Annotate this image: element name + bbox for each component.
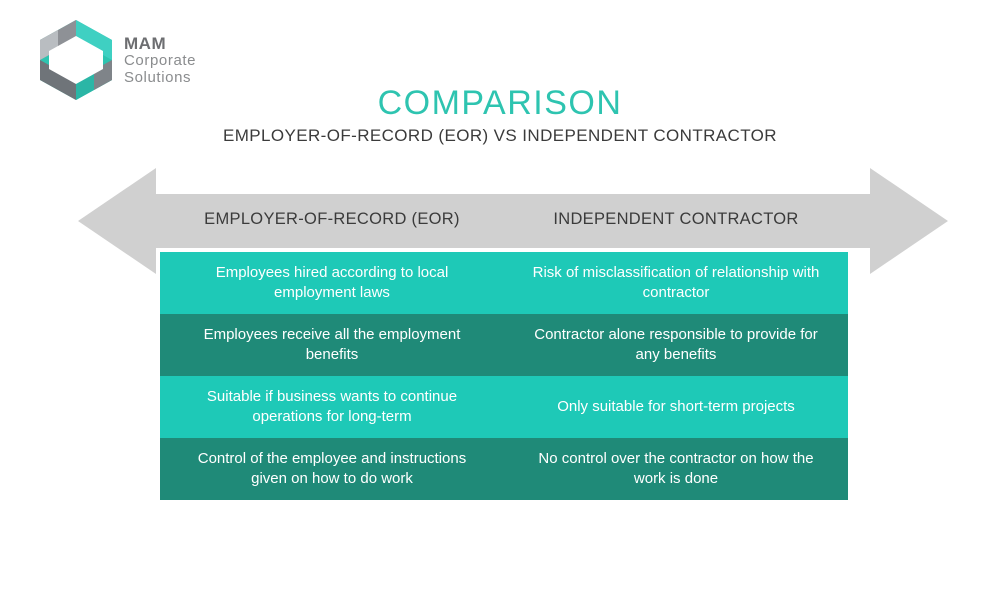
page-title: COMPARISON [377, 84, 623, 122]
cell-contractor: Risk of misclassification of relationship with contractor [504, 252, 848, 314]
table-row [160, 252, 848, 314]
cell-eor: Suitable if business wants to continue operations for long-term [160, 376, 504, 438]
brand-wordmark [124, 34, 196, 87]
comparison-table [160, 252, 848, 500]
column-header-eor: EMPLOYER-OF-RECORD (EOR) [204, 210, 460, 228]
column-header-contractor: INDEPENDENT CONTRACTOR [553, 210, 799, 228]
cell-eor: Control of the employee and instructions given on how to do work [160, 438, 504, 500]
cell-contractor: Only suitable for short-term projects [504, 376, 848, 438]
table-row [160, 376, 848, 438]
brand-name-line3: Solutions [124, 68, 192, 86]
cell-contractor: Contractor alone responsible to provide for any benefits [504, 314, 848, 376]
column-headers [160, 210, 848, 229]
table-row [160, 314, 848, 376]
cell-contractor: No control over the contractor on how the work is done [504, 438, 848, 500]
brand-name-line1: MAM [124, 33, 167, 53]
cell-eor: Employees receive all the employment benefits [160, 314, 504, 376]
table-row [160, 438, 848, 500]
cell-eor: Employees hired according to local employment laws [160, 252, 504, 314]
page-subtitle: EMPLOYER-OF-RECORD (EOR) VS INDEPENDENT CONTRACTOR [223, 126, 777, 145]
brand-name-line2: Corporate [124, 51, 197, 69]
